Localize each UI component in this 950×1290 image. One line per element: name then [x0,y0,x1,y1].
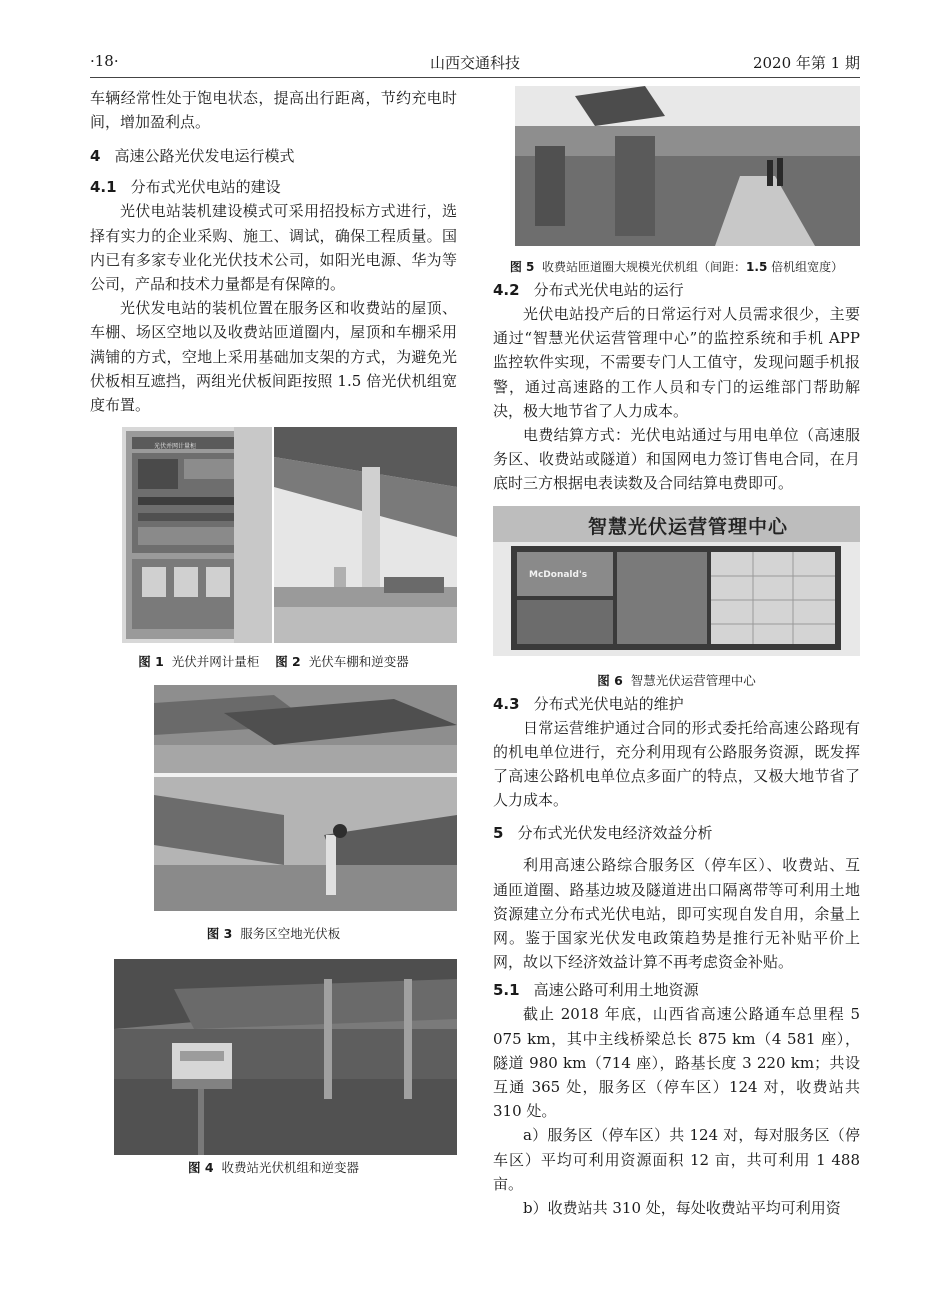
paragraph-continued: 车辆经常性处于饱电状态，提高出行距离，节约充电时间，增加盈利点。 [90,89,457,132]
section-4-2-heading: 4.2 分布式光伏电站的运行 [493,281,684,299]
left-column [90,86,457,1177]
journal-name: 山西交通科技 [429,54,520,72]
paragraph-economic-analysis: 利用高速公路综合服务区（停车区）、收费站、互通匝道圈、路基边坡及隧道进出口隔离带等可利用土地资源建立分布式光伏电站，即可实现自发自用，余量上网。鉴于国家光伏发电政策趋势是推行无补贴平价上网，故以下经济效益计算不再考虑资金补贴。 [493,856,860,972]
figure-6-sign-text: 智慧光伏运营管理中心 [588,515,789,538]
figure-1-photo-meter-cabinet [122,427,272,643]
paragraph-maintenance: 日常运营维护通过合同的形式委托给高速公路现有的机电单位进行，充分利用现有公路服务资源，既发挥了高速公路机电单位点多面广的特点，又极大地节省了人力成本。 [493,718,860,810]
figure-5-caption: 图 5 收费站匝道圈大规模光伏机组（间距：1.5 倍机组宽度） [509,260,844,274]
paragraph-billing: 电费结算方式：光伏电站通过与用电单位（高速服务区、收费站或隧道）和国网电力签订售电合同，在月底时三方根据电表读数及合同结算电费即可。 [493,426,860,493]
paragraph-operation: 光伏电站投产后的日常运行对人员需求很少，主要通过“智慧光伏运营管理中心”的监控系统和手机 APP 监控软件实现，不需要专门人工值守，发现问题手机报警，通过高速路的工作人员和专门的运维部门帮助解决，极大地节省了人力成本。 [493,305,860,420]
figure-1-2-caption: 图 1 光伏并网计量柜 图 2 光伏车棚和逆变器 [138,654,409,670]
section-5-1-heading: 5.1 高速公路可利用土地资源 [493,981,699,1000]
figure-6-brand-text: McDonald's [529,569,588,580]
figure-1-2 [90,427,457,643]
section-4-1-heading: 4.1 分布式光伏电站的建设 [90,178,281,197]
page-number: ·18· [90,52,119,70]
issue-label: 2020 年第 1 期 [752,54,860,72]
figure-3-caption: 图 3 服务区空地光伏板 [206,926,341,942]
right-column [493,86,860,1220]
figure-4-caption: 图 4 收费站光伏机组和逆变器 [187,1160,360,1176]
figure-6-photo-control-center [493,506,860,656]
section-5-heading: 5 分布式光伏发电经济效益分析 [493,824,713,843]
paragraph-installation-location: 光伏发电站的装机位置在服务区和收费站的屋顶、车棚、场区空地以及收费站匝道圈内，屋顶和车棚采用满铺的方式，空地上采用基础加支架的方式，为避免光伏板相互遮挡，两组光伏板间距按照 1.5 倍光伏机组宽度布置。 [90,299,457,415]
paragraph-construction-mode: 光伏电站装机建设模式可采用招投标方式进行，选择有实力的企业采购、施工、调试，确保工程质量。国内已有多家专业化光伏技术公司，如阳光电源、华为等公司，产品和技术力量都是有保障的。 [90,202,457,294]
figure-6-caption: 图 6 智慧光伏运营管理中心 [597,672,756,688]
header-rule [90,77,860,78]
paragraph-item-a: a）服务区（停车区）共 124 对，每对服务区（停车区）平均可利用资源面积 12 亩，共可利用 1 488 亩。 [493,1126,860,1193]
figure-2-photo-carport [274,427,457,643]
section-4-heading: 4 高速公路光伏发电运行模式 [90,147,295,166]
paragraph-item-b: b）收费站共 310 处，每处收费站平均可利用资 [523,1199,841,1218]
paragraph-mileage-stats: 截止 2018 年底，山西省高速公路通车总里程 5 075 km，其中主线桥梁总长 875 km（4 581 座），隧道 980 km（714 座），路基长度 3 220 km；共设互通 365 处，服务区（停车区）124 对，收费站共 310 处。 [493,1005,860,1121]
page-header [90,52,860,78]
figure-5-photo-ramp-array [515,86,860,246]
figure-3-photo-ground-panels [154,685,457,911]
figure-4-photo-inverter [114,959,457,1155]
section-4-3-heading: 4.3 分布式光伏电站的维护 [493,694,684,713]
figure-1-photo-label: 光伏并网计量柜 [154,443,197,451]
